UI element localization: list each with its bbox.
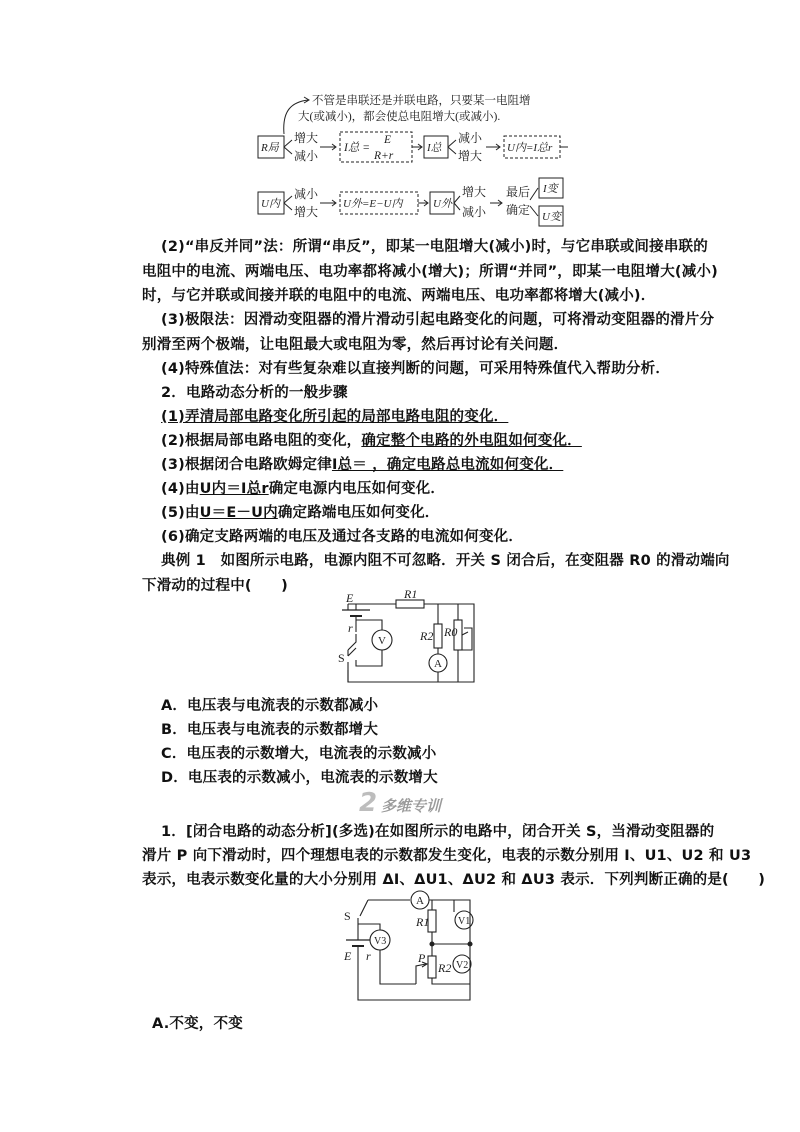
c2-label-r2: R2 <box>438 961 452 975</box>
c1-label-e: E <box>346 591 354 605</box>
flow-diagram <box>250 88 570 230</box>
question1-option-a: A.不变，不变 <box>152 1016 243 1032</box>
c1-label-r0: R0 <box>444 625 458 639</box>
c1-label-r1: R1 <box>404 590 418 601</box>
p4-line: (4)特殊值法：对有些复杂难以直接判断的问题，可采用特殊值代入帮助分析． <box>161 361 671 377</box>
step5-underlined: U＝E－U内 <box>199 505 278 521</box>
step4-post: 确定电源内电压如何变化． <box>268 481 446 497</box>
section-number: 2 <box>358 788 378 818</box>
p2-line2: 电阻中的电流、两端电压、电功率都将减小(增大)；所谓“并同”，即某一电阻增大(减小) <box>142 264 718 280</box>
option-a: A．电压表与电流表的示数都减小 <box>161 698 379 714</box>
p2-line1: (2)“串反并同”法：所谓“串反”，即某一电阻增大(减小)时，与它串联或间接串联的 <box>161 239 708 255</box>
c2-label-e: E <box>344 949 352 963</box>
flow-i-box-label: I总 <box>427 142 442 154</box>
rheostat-r2-2 <box>428 956 436 978</box>
step5-post: 确定路端电压如何变化． <box>277 505 440 521</box>
section-title: 多维专训 <box>381 797 442 815</box>
c2-ammeter-label: A <box>416 895 424 907</box>
step3-underlined: I总＝ ，确定电路总电流如何变化． <box>331 457 564 473</box>
c1-ammeter-label: A <box>434 658 442 670</box>
flow-down2: 减小 <box>458 131 483 145</box>
flow-down1: 减小 <box>294 149 319 163</box>
flow-final1: 最后 <box>506 185 531 199</box>
flow-final2: 确定 <box>506 203 531 217</box>
option-b: B．电压表与电流表的示数都增大 <box>161 722 379 738</box>
flow-i-eq: I总 = <box>344 142 370 154</box>
flow-up2: 增大 <box>458 149 483 163</box>
c2-v2-label: V2 <box>456 960 469 971</box>
step4 <box>161 477 445 498</box>
resistor-r1 <box>396 600 424 608</box>
step3-pre: (3)根据闭合电路欧姆定律 <box>161 457 332 473</box>
c2-v3-label: V3 <box>374 936 387 947</box>
question1-line3: 表示，电表示数变化量的大小分别用 ΔI、ΔU1、ΔU2 和 ΔU3 表示．下列判断正确的是( ) <box>142 872 766 888</box>
step2 <box>161 429 582 450</box>
step2-pre: (2)根据局部电路电阻的变化， <box>161 433 362 449</box>
circuit-diagram-1 <box>334 590 484 690</box>
c1-label-r2: R2 <box>420 629 434 643</box>
flow-down4: 减小 <box>462 205 487 219</box>
c2-label-r: r <box>366 949 371 963</box>
question1-line1: 1．[闭合电路的动态分析](多选)在如图所示的电路中，闭合开关 S，当滑动变阻器的 <box>161 824 715 840</box>
section-header <box>0 788 800 818</box>
p3-line2: 别滑至两个极端，让电阻最大或电阻为零，然后再讨论有关问题． <box>142 337 569 353</box>
step2-underlined: 确定整个电路的外电阻如何变化． <box>361 433 582 449</box>
step4-pre: (4)由 <box>161 481 200 497</box>
question1-line2: 滑片 P 向下滑动时，四个理想电表的示数都发生变化，电表的示数分别用 I、U1、U2 和 U3 <box>142 848 752 864</box>
c2-label-p: P <box>418 951 426 965</box>
flow-up1: 增大 <box>294 131 319 145</box>
flow-i-num: E <box>384 134 392 146</box>
flow-u-in-eq: U内=I总r <box>507 142 553 154</box>
step5 <box>161 501 440 522</box>
flow-up3: 增大 <box>294 205 319 219</box>
flow-note-line2: 大(或减小)，都会使总电阻增大(或减小). <box>298 111 501 123</box>
c1-label-s: S <box>338 651 345 665</box>
flow-r-label: R局 <box>261 142 279 154</box>
step3 <box>161 453 563 474</box>
p2-line3: 时，与它并联或间接并联的电阻中的电流、两端电压、电功率都将增大(减小)． <box>142 288 656 304</box>
p3-line1: (3)极限法：因滑动变阻器的滑片滑动引起电路变化的问题，可将滑动变阻器的滑片分 <box>161 312 715 328</box>
circuit-diagram-2 <box>336 884 486 1010</box>
flow-i-var: I变 <box>543 183 558 195</box>
flow-down3: 减小 <box>294 187 319 201</box>
c2-label-s: S <box>344 909 351 923</box>
flow-up4: 增大 <box>462 185 487 199</box>
step6: (6)确定支路两端的电压及通过各支路的电流如何变化． <box>161 529 524 545</box>
option-d: D．电压表的示数减小，电流表的示数增大 <box>161 770 438 786</box>
c1-label-r: r <box>348 621 353 635</box>
step1: (1)弄清局部电路变化所引起的局部电路电阻的变化． <box>161 409 509 425</box>
c1-voltmeter-label: V <box>378 635 386 647</box>
flow-i-den: R+r <box>374 150 394 162</box>
example1-line2: 下滑动的过程中( ) <box>142 578 288 594</box>
steps-heading: 2．电路动态分析的一般步骤 <box>161 385 348 401</box>
c2-label-r1: R1 <box>416 915 430 929</box>
step5-pre: (5)由 <box>161 505 200 521</box>
flow-u-var: U变 <box>542 211 561 223</box>
step4-underlined: U内＝I总r <box>199 481 269 497</box>
resistor-r2 <box>434 624 442 648</box>
flow-u-in-label: U内 <box>261 198 280 210</box>
c2-v1-label: V1 <box>458 916 471 927</box>
option-c: C．电压表的示数增大，电流表的示数减小 <box>161 746 437 762</box>
flow-u-out-label: U外 <box>433 198 452 210</box>
example1-line1: 典例 1 如图所示电路，电源内阻不可忽略．开关 S 闭合后，在变阻器 R0 的滑动端向 <box>161 553 730 569</box>
flow-u-out-eq: U外=E−U内 <box>343 198 403 210</box>
flow-note-line1: 不管是串联还是并联电路，只要某一电阻增 <box>312 95 531 107</box>
